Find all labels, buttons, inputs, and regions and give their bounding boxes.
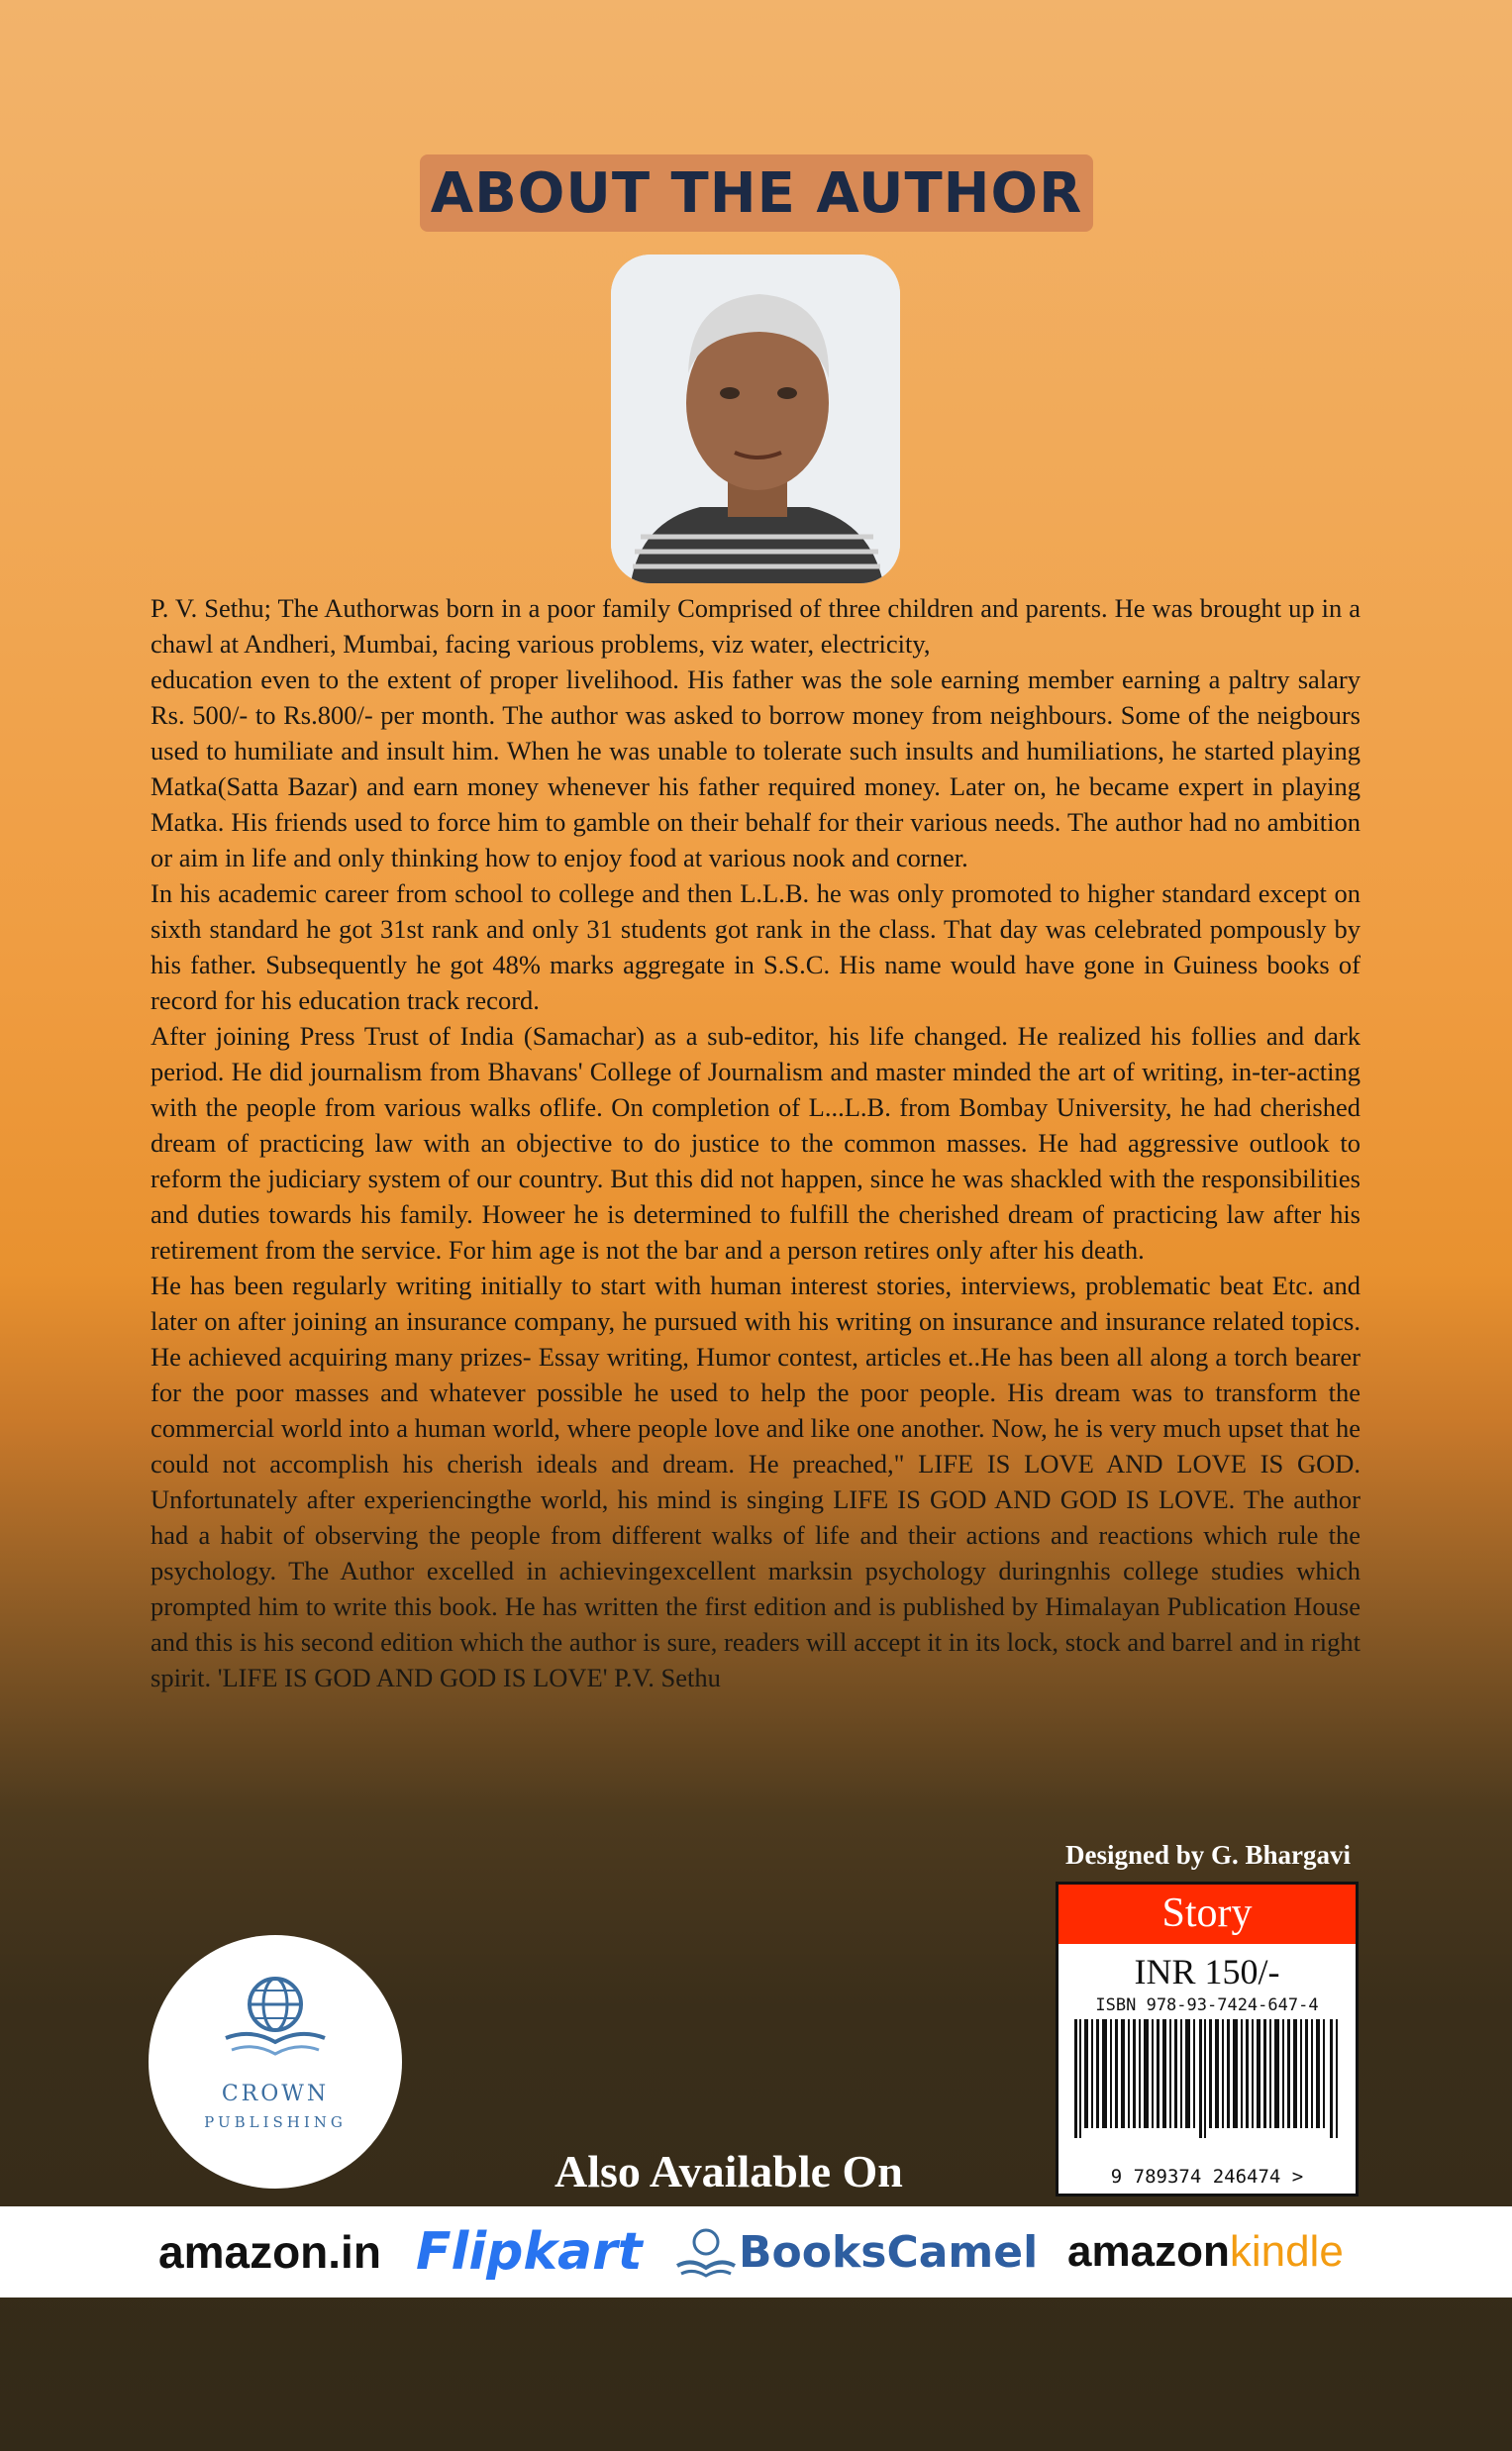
barcode-number: 9 789374 246474 > [1110, 2166, 1304, 2188]
bookscamel-label: BooksCamel [739, 2226, 1039, 2278]
flipkart-label: Flipkart [416, 2222, 643, 2282]
amazon-logo[interactable] [158, 2216, 381, 2288]
barcode-icon [1070, 2019, 1344, 2158]
bio-paragraph: P. V. Sethu; The Authorwas born in a poor family Comprised of three children and parents. He was brought up in a chawl at Andheri, Mumbai, facing various problems, viz water, electricity, [151, 593, 1361, 659]
amazon-label: amazon.in [158, 2226, 381, 2278]
open-book-icon [673, 2222, 739, 2282]
author-portrait-icon [611, 255, 900, 583]
heading-banner [420, 154, 1093, 232]
designer-credit: Designed by G. Bhargavi [1065, 1840, 1352, 1870]
bio-paragraph: After joining Press Trust of India (Samachar) as a sub-editor, his life changed. He realized his follies and dark period. He did journalism from Bhavans' College of Journalism and master minded the art of writing, in-ter-acting with the people from various walks oflife. On completion of L...L.B. from Bombay University, he had cherished dream of practicing law with an objective to do justice to the common masses. He had aggressive outlook to reform the judiciary system of our country. But this did not happen, since he was shackled with the responsibilities and duties towards his family. Howeer he is determined to fulfill the cherished dream of practicing law after his retirement from the service. For him age is not the bar and a person retires only after his death. [151, 1021, 1361, 1265]
publisher-logo [149, 1935, 402, 2189]
bio-paragraph: He has been regularly writing initially to start with human interest stories, interviews, problematic beat Etc. and later on after joining an insurance company, he pursued with his writing on insurance and insurance related topics. He achieved acquiring many prizes- Essay writing, Humor contest, articles et..He has been all along a torch bearer for the poor masses and whatever possible he used to help the poor people. His dream was to transform the commercial world into a human world, where people love and like one another. Now, he is very much upset that he could not accomplish his cherish ideals and dream. He preached," LIFE IS LOVE AND LOVE IS GOD. Unfortunately after experiencingthe world, his mind is singing LIFE IS GOD AND GOD IS LOVE. The author had a habit of observing the people from different walks of life and their actions and reactions which rule the psychology. The Author excelled in achievingexcellent marksin psychology duringnhis college studies which prompted him to write this book. He has written the first edition and is published by Himalayan Publication House and this is his second edition which the author is sure, readers will accept it in its lock, stock and barrel and in right spirit. 'LIFE IS GOD AND GOD IS LOVE' P.V. Sethu [151, 1271, 1361, 1692]
kindle-amazon-label: amazon [1067, 2227, 1230, 2276]
kindle-label: kindle [1229, 2227, 1344, 2276]
bio-paragraph: In his academic career from school to college and then L.L.B. he was only promoted to higher standard except on sixth standard he got 31st rank and only 31 students got rank in the class. That day was celebrated pompously by his father. Subsequently he got 48% marks aggregate in S.S.C. His name would have gone in Guiness books of record for his education track record. [151, 878, 1361, 1015]
publisher-sub: PUBLISHING [204, 2113, 347, 2131]
isbn: ISBN 978-93-7424-647-4 [1095, 1995, 1319, 2015]
flipkart-logo[interactable] [416, 2216, 643, 2288]
author-photo [611, 255, 900, 583]
price-barcode-box [1056, 1882, 1359, 2196]
bio-paragraph: education even to the extent of proper livelihood. His father was the sole earning member earning a paltry salary Rs. 500/- to Rs.800/- per month. The author was asked to borrow money from neighbours. Some of the neigbours used to humiliate and insult him. When he was unable to tolerate such insults and humiliations, he started playing Matka(Satta Bazar) and earn money whenever his father required money. Later on, he became expert in playing Matka. His friends used to force him to gamble on their behalf for their various needs. The author had no ambition or aim in life and only thinking how to enjoy food at various nook and corner. [151, 664, 1361, 872]
price: INR 150/- [1134, 1952, 1280, 1991]
heading: ABOUT THE AUTHOR [430, 160, 1083, 226]
globe-book-icon [149, 1935, 402, 2074]
also-available-label: Also Available On [554, 2146, 903, 2196]
genre-label: Story [1058, 1885, 1356, 1944]
publisher-name: CROWN [221, 2082, 330, 2106]
store-strip [0, 2206, 1512, 2298]
author-bio [151, 590, 1361, 1695]
amazon-kindle-logo[interactable] [1067, 2216, 1344, 2288]
bookscamel-logo[interactable] [673, 2216, 1038, 2288]
